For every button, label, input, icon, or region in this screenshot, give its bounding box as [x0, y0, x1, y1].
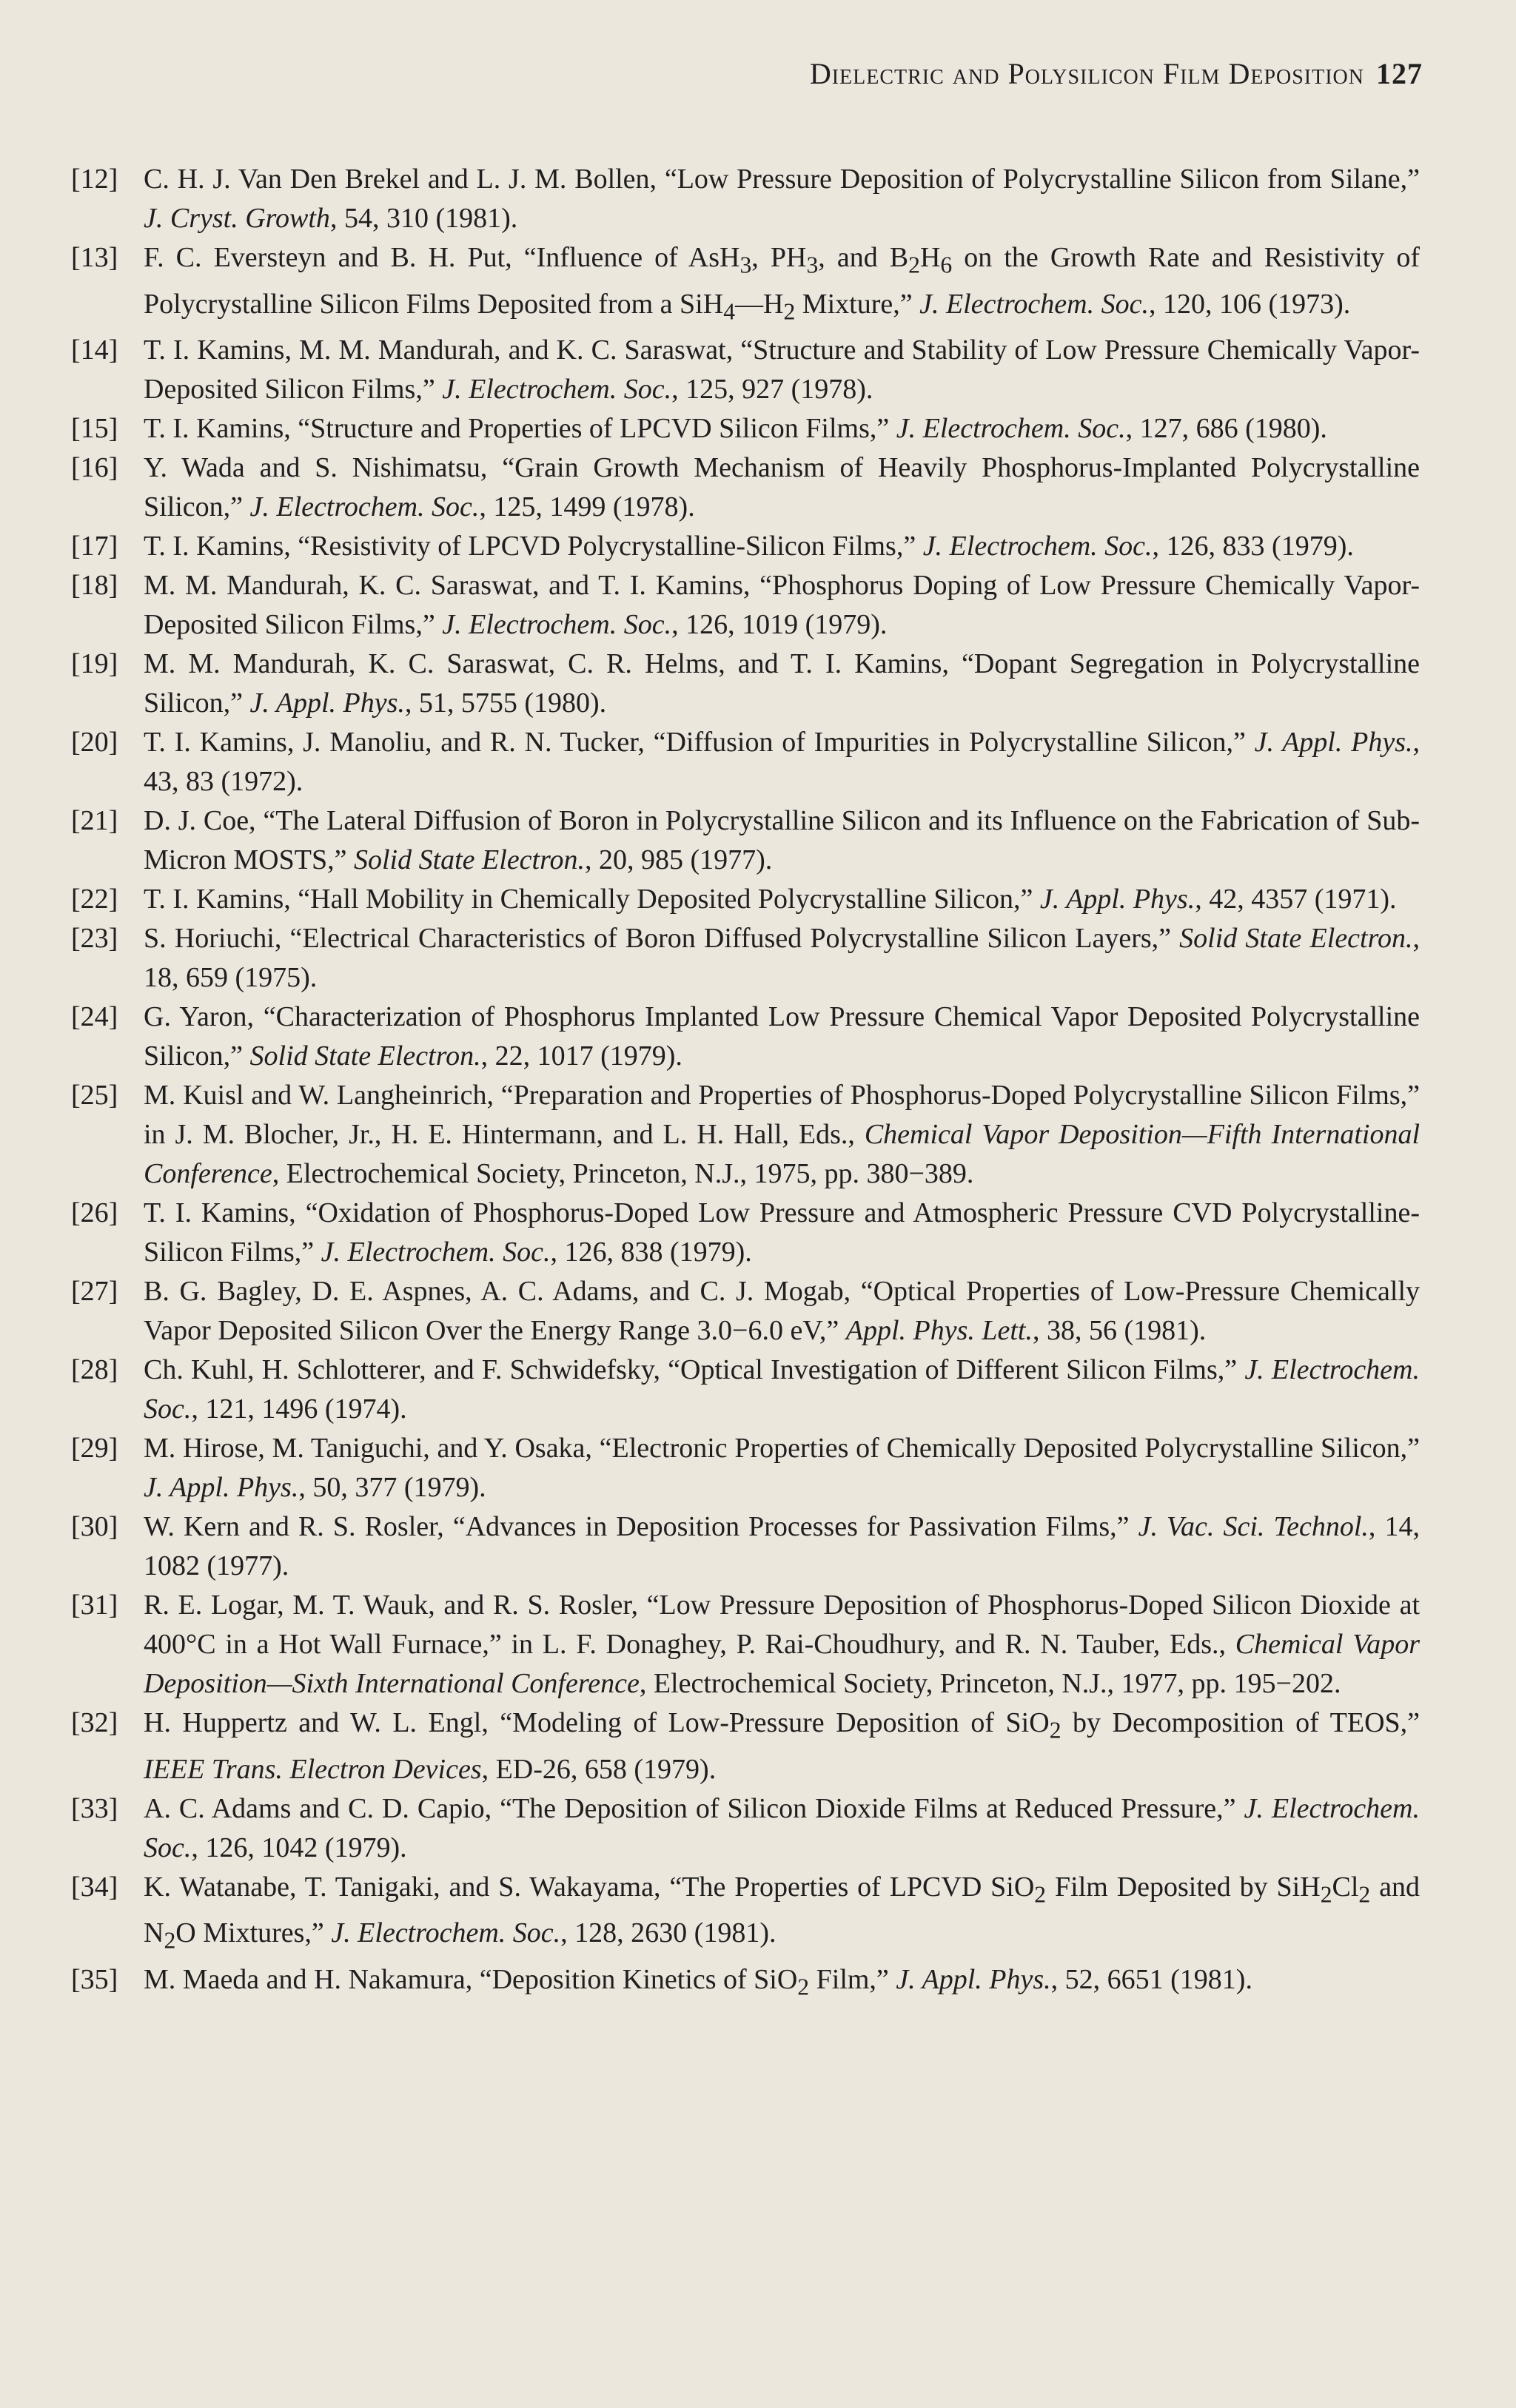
reference-entry — [71, 566, 1420, 645]
reference-entry — [71, 1704, 1420, 1789]
reference-entry — [71, 1960, 1420, 2007]
reference-number: [31] — [71, 1590, 118, 1621]
reference-text: H. Huppertz and W. L. Engl, “Modeling of Low-Pressure Deposition of SiO$_2$ by Decomposition of TEOS,” IEEE Trans. Electron Devices, ED-26, 658 (1979). — [144, 1707, 1421, 1785]
reference-number: [30] — [71, 1511, 118, 1543]
reference-text: B. G. Bagley, D. E. Aspnes, A. C. Adams, and C. J. Mogab, “Optical Properties of Low-Pressure Chemically Vapor Deposited Silicon Over the Energy Range 3.0−6.0 eV,” Appl. Phys. Lett., 38, 56 (1981). — [144, 1276, 1420, 1347]
reference-text: M. M. Mandurah, K. C. Saraswat, C. R. Helms, and T. I. Kamins, “Dopant Segregation in Polycrystalline Silicon,” J. Appl. Phys., 51, 5755 (1980). — [144, 648, 1420, 719]
reference-number: [18] — [71, 570, 118, 602]
reference-number: [27] — [71, 1276, 118, 1308]
reference-entry — [71, 238, 1420, 331]
reference-entry — [71, 527, 1420, 566]
reference-number: [17] — [71, 531, 118, 562]
reference-entry — [71, 645, 1420, 723]
reference-number: [34] — [71, 1871, 118, 1903]
reference-text: T. I. Kamins, “Structure and Properties of LPCVD Silicon Films,” J. Electrochem. Soc., 127, 686 (1980). — [144, 413, 1327, 445]
reference-entry — [71, 801, 1420, 880]
reference-entry — [71, 1076, 1420, 1194]
reference-number: [32] — [71, 1707, 118, 1739]
reference-number: [15] — [71, 413, 118, 445]
reference-text: T. I. Kamins, M. M. Mandurah, and K. C. Saraswat, “Structure and Stability of Low Pressure Chemically Vapor-Deposited Silicon Films,” J. Electrochem. Soc., 125, 927 (1978). — [144, 334, 1420, 406]
reference-number: [14] — [71, 334, 118, 366]
reference-entry — [71, 1586, 1420, 1704]
reference-number: [16] — [71, 452, 118, 484]
running-head — [666, 56, 1423, 101]
reference-text: Y. Wada and S. Nishimatsu, “Grain Growth Mechanism of Heavily Phosphorus-Implanted Polycrystalline Silicon,” J. Electrochem. Soc., 125, 1499 (1978). — [144, 452, 1420, 523]
reference-text: T. I. Kamins, “Resistivity of LPCVD Polycrystalline-Silicon Films,” J. Electrochem. Soc., 126, 833 (1979). — [144, 531, 1354, 562]
reference-text: A. C. Adams and C. D. Capio, “The Deposition of Silicon Dioxide Films at Reduced Pressure,” J. Electrochem. Soc., 126, 1042 (1979). — [144, 1792, 1420, 1863]
reference-entry — [71, 448, 1420, 527]
reference-text: M. Kuisl and W. Langheinrich, “Preparation and Properties of Phosphorus-Doped Polycrystalline Silicon Films,” in J. M. Blocher, Jr., H. E. Hintermann, and L. H. Hall, Eds., Chemical Vapor Deposition—Fifth International Conference, Electrochemical Society, Princeton, N.J., 1975, pp. 380−389. — [144, 1080, 1420, 1190]
reference-entry — [71, 409, 1420, 448]
reference-entry — [71, 1194, 1420, 1272]
reference-text: G. Yaron, “Characterization of Phosphorus Implanted Low Pressure Chemical Vapor Deposited Polycrystalline Silicon,” Solid State Electron., 22, 1017 (1979). — [144, 1001, 1420, 1072]
reference-text: M. Hirose, M. Taniguchi, and Y. Osaka, “Electronic Properties of Chemically Deposited Polycrystalline Silicon,” J. Appl. Phys., 50, 377 (1979). — [144, 1433, 1420, 1504]
reference-number: [13] — [71, 242, 118, 273]
reference-entry — [71, 1429, 1420, 1507]
reference-entry — [71, 1507, 1420, 1586]
reference-list — [71, 160, 1420, 2007]
reference-entry — [71, 331, 1420, 409]
reference-number: [20] — [71, 727, 118, 759]
reference-number: [19] — [71, 648, 118, 680]
reference-text: F. C. Eversteyn and B. H. Put, “Influence of AsH$_3$, $PH_3$, and $B_2H_6$ on the Growth Rate and Resistivity of Polycrystalline Silicon Films Deposited from a $SiH_4—H_2$ Mixture,” J. Electrochem. Soc., 120, 106 (1973). — [144, 242, 1420, 325]
reference-number: [33] — [71, 1792, 118, 1824]
reference-entry — [71, 919, 1420, 998]
reference-text: T. I. Kamins, J. Manoliu, and R. N. Tucker, “Diffusion of Impurities in Polycrystalline Silicon,” J. Appl. Phys., 43, 83 (1972). — [144, 727, 1421, 798]
reference-number: [21] — [71, 805, 118, 837]
reference-entry — [71, 1272, 1420, 1351]
reference-number: [22] — [71, 884, 118, 915]
reference-number: [29] — [71, 1433, 118, 1464]
reference-text: C. H. J. Van Den Brekel and L. J. M. Bollen, “Low Pressure Deposition of Polycrystalline Silicon from Silane,” J. Cryst. Growth, 54, 310 (1981). — [144, 164, 1420, 234]
reference-entry — [71, 723, 1420, 801]
reference-text: T. I. Kamins, “Oxidation of Phosphorus-Doped Low Pressure and Atmospheric Pressure CVD Polycrystalline-Silicon Films,” J. Electrochem. Soc., 126, 838 (1979). — [144, 1197, 1420, 1268]
reference-number: [35] — [71, 1963, 118, 1995]
reference-number: [24] — [71, 1001, 118, 1033]
reference-text: M. M. Mandurah, K. C. Saraswat, and T. I. Kamins, “Phosphorus Doping of Low Pressure Chemically Vapor-Deposited Silicon Films,” J. Electrochem. Soc., 126, 1019 (1979). — [144, 570, 1420, 641]
reference-number: [12] — [71, 164, 118, 195]
reference-entry — [71, 880, 1420, 919]
reference-entry — [71, 160, 1420, 238]
reference-text: W. Kern and R. S. Rosler, “Advances in Deposition Processes for Passivation Films,” J. Vac. Sci. Technol., 14, 1082 (1977). — [144, 1511, 1421, 1582]
reference-text: D. J. Coe, “The Lateral Diffusion of Boron in Polycrystalline Silicon and its Influence on the Fabrication of Sub-Micron MOSTS,” Solid State Electron., 20, 985 (1977). — [144, 805, 1420, 876]
reference-number: [26] — [71, 1197, 118, 1229]
reference-text: T. I. Kamins, “Hall Mobility in Chemically Deposited Polycrystalline Silicon,” J. Appl. Phys., 42, 4357 (1971). — [144, 884, 1397, 915]
reference-number: [23] — [71, 923, 118, 955]
reference-entry — [71, 1789, 1420, 1868]
reference-entry — [71, 1868, 1420, 1960]
reference-text: Ch. Kuhl, H. Schlotterer, and F. Schwidefsky, “Optical Investigation of Different Silicon Films,” J. Electrochem. Soc., 121, 1496 (1974). — [144, 1354, 1420, 1425]
reference-entry — [71, 1351, 1420, 1429]
reference-number: [28] — [71, 1354, 118, 1386]
running-head-title: Dielectric and Polysilicon Film Deposition — [809, 57, 1364, 90]
page-number: 127 — [1376, 57, 1423, 90]
reference-number: [25] — [71, 1080, 118, 1111]
reference-text: K. Watanabe, T. Tanigaki, and S. Wakayama, “The Properties of LPCVD SiO$_2$ Film Deposited by $SiH_2Cl_2$ and $N_2O$ Mixtures,” J. Electrochem. Soc., 128, 2630 (1981). — [144, 1871, 1420, 1954]
reference-text: R. E. Logar, M. T. Wauk, and R. S. Rosler, “Low Pressure Deposition of Phosphorus-Doped Silicon Dioxide at 400°C in a Hot Wall Furnace,” in L. F. Donaghey, P. Rai-Choudhury, and R. N. Tauber, Eds., Chemical Vapor Deposition—Sixth International Conference, Electrochemical Society, Princeton, N.J., 1977, pp. 195−202. — [144, 1590, 1420, 1700]
reference-entry — [71, 998, 1420, 1076]
reference-text: S. Horiuchi, “Electrical Characteristics of Boron Diffused Polycrystalline Silicon Layers,” Solid State Electron., 18, 659 (1975). — [144, 923, 1420, 994]
reference-text: M. Maeda and H. Nakamura, “Deposition Kinetics of SiO$_2$ Film,” J. Appl. Phys., 52, 6651 (1981). — [144, 1963, 1252, 2000]
